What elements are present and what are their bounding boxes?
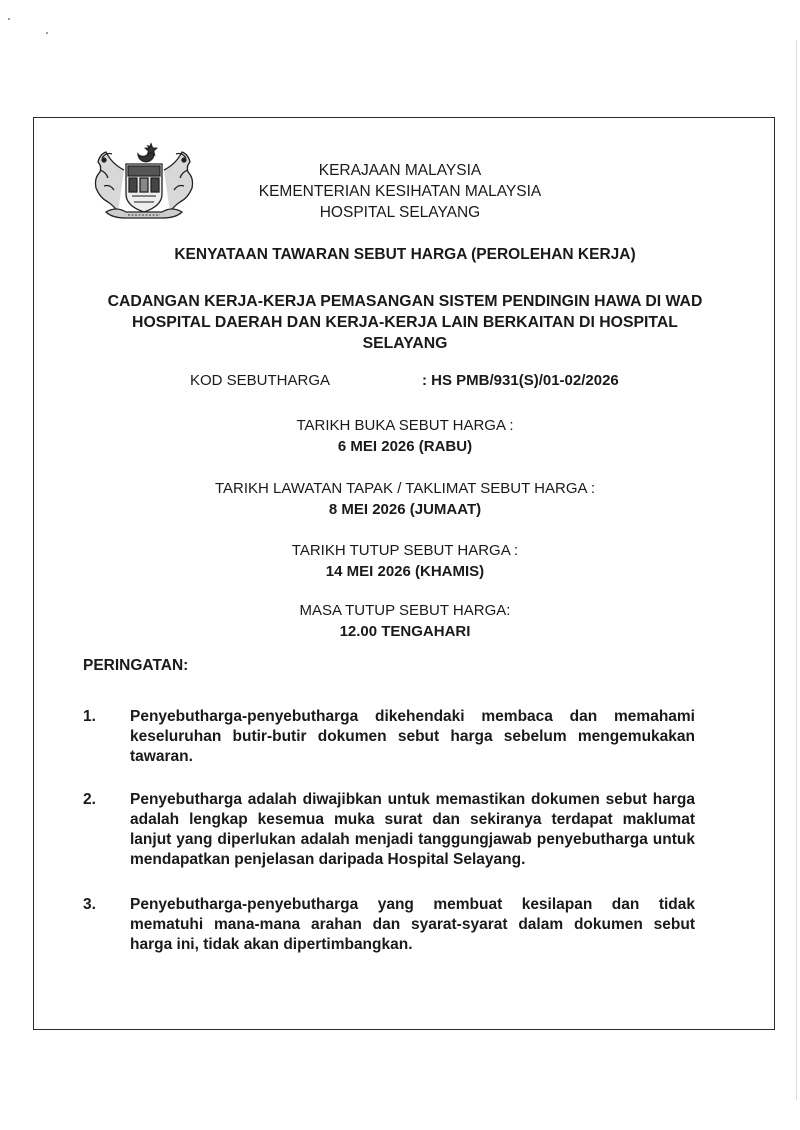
scan-artifact <box>796 40 797 1100</box>
warning-item <box>83 707 695 767</box>
closing-date-value: 14 MEI 2026 (KHAMIS) <box>325 563 485 580</box>
warning-item-text: Penyebutharga-penyebutharga dikehendaki membaca dan memahami keseluruhan butir-butir dokumen sebut harga sebelum mengemukakan tawaran. <box>130 708 695 765</box>
scan-artifact <box>46 32 48 34</box>
warning-heading: PERINGATAN: <box>83 657 189 674</box>
warning-item-text: Penyebutharga-penyebutharga yang membuat kesilapan dan tidak mematuhi mana-mana arahan dan syarat-syarat dalam dokumen sebut harga ini, tidak akan dipertimbangkan. <box>130 896 695 953</box>
closing-date-block <box>60 540 750 582</box>
project-title-line: SELAYANG <box>362 335 448 352</box>
warning-item <box>83 790 695 870</box>
header-line-ministry: KEMENTERIAN KESIHATAN MALAYSIA <box>258 183 542 200</box>
opening-date-value: 6 MEI 2026 (RABU) <box>337 438 473 455</box>
quotation-code-label: KOD SEBUTHARGA <box>190 372 331 389</box>
warning-item-number: 2. <box>83 791 96 808</box>
warning-item-number: 1. <box>83 708 96 725</box>
quotation-code-value: : HS PMB/931(S)/01-02/2026 <box>422 372 619 389</box>
project-title-line: CADANGAN KERJA-KERJA PEMASANGAN SISTEM PENDINGIN HAWA DI WAD <box>107 293 703 310</box>
statement-title: KENYATAAN TAWARAN SEBUT HARGA (PEROLEHAN KERJA) <box>174 246 636 263</box>
closing-date-label: TARIKH TUTUP SEBUT HARGA : <box>291 542 519 559</box>
project-title-line: HOSPITAL DAERAH DAN KERJA-KERJA LAIN BERKAITAN DI HOSPITAL <box>132 314 678 331</box>
site-visit-date-value: 8 MEI 2026 (JUMAAT) <box>328 501 482 518</box>
header-line-hospital: HOSPITAL SELAYANG <box>319 204 481 221</box>
closing-time-label: MASA TUTUP SEBUT HARGA: <box>299 602 511 619</box>
coat-of-arms-icon <box>88 140 200 224</box>
site-visit-date-label: TARIKH LAWATAN TAPAK / TAKLIMAT SEBUT HARGA : <box>214 480 596 497</box>
site-visit-date-block <box>60 478 750 520</box>
opening-date-label: TARIKH BUKA SEBUT HARGA : <box>296 417 514 434</box>
warning-item-text: Penyebutharga adalah diwajibkan untuk memastikan dokumen sebut harga adalah lengkap kesemua muka surat dan sekiranya terdapat maklumat lanjut yang diperlukan adalah menjadi tanggungjawab penyebutharga untuk mendapatkan penjelasan daripada Hospital Selayang. <box>130 791 695 868</box>
scan-artifact <box>8 18 10 20</box>
warning-item <box>83 895 695 955</box>
project-title <box>60 291 750 354</box>
warning-item-number: 3. <box>83 896 96 913</box>
header-line-government: KERAJAAN MALAYSIA <box>318 162 482 179</box>
closing-time-block <box>60 600 750 642</box>
closing-time-value: 12.00 TENGAHARI <box>339 623 471 640</box>
government-header <box>200 160 600 223</box>
opening-date-block <box>60 415 750 457</box>
quotation-code-row <box>190 372 619 389</box>
